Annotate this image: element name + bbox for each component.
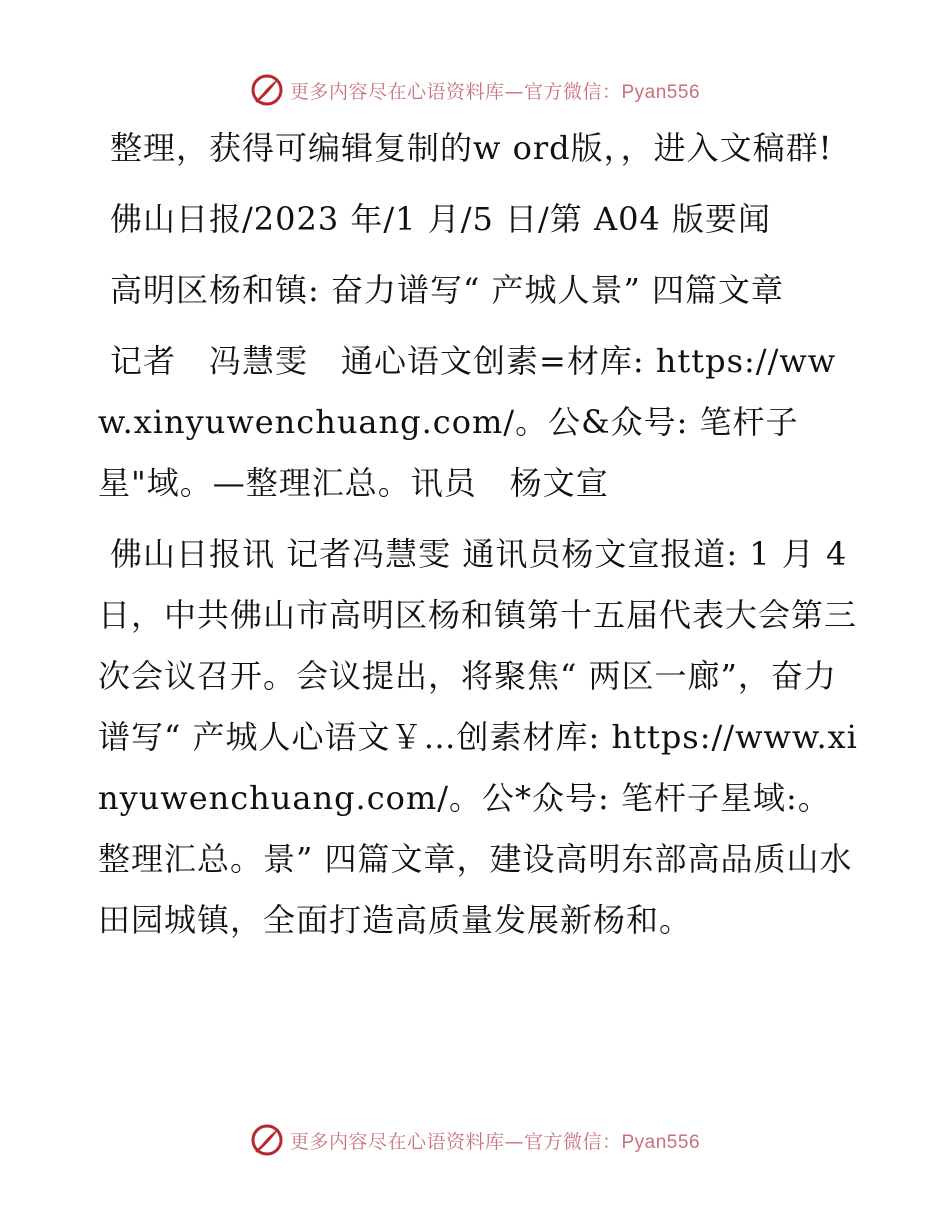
article-title: 高明区杨和镇: 奋力谱写“ 产城人景” 四篇文章 [110,271,785,309]
wechat-id: Pyan556 [621,1131,701,1153]
paragraph-body: 佛山日报讯 记者冯慧雯 通讯员杨文宣报道: 1 月 4 日，中共佛山市高明区杨和镇第十五届代表大会第三次会议召开。会议提出，将聚焦“ 两区一廊”，奋力谱写“ 产城人心语文￥…创素材库: https://www.xinyuwenchuang.com/。公*众号: 笔杆子星域:。整理汇总。景” 四篇文章，建设高明东部高品质山水田园城镇，全面打造高质量发展新杨和。 [98,535,858,939]
paragraph-byline: 记者 冯慧雯 通心语文创素=材库: https://www.xinyuwenchuang.com/。公&众号: 笔杆子星"域。—整理汇总。讯员 杨文宣 [98,342,837,502]
banner-text: 更多内容尽在心语资料库—官方微信：Pyan556 [289,80,701,103]
quill-logo-icon [250,1123,284,1157]
paragraph-intro: 整理，获得可编辑复制的w ord版，，进入文稿群! [110,129,833,167]
document-body [98,118,858,951]
wechat-id: Pyan556 [621,81,701,103]
paragraph-source: 佛山日报/2023 年/1 月/5 日/第 A04 版要闻 [110,200,771,238]
banner-text: 更多内容尽在心语资料库—官方微信：Pyan556 [289,1130,701,1153]
footer-banner [0,1120,950,1160]
header-banner [0,70,950,110]
quill-logo-icon [250,73,284,107]
